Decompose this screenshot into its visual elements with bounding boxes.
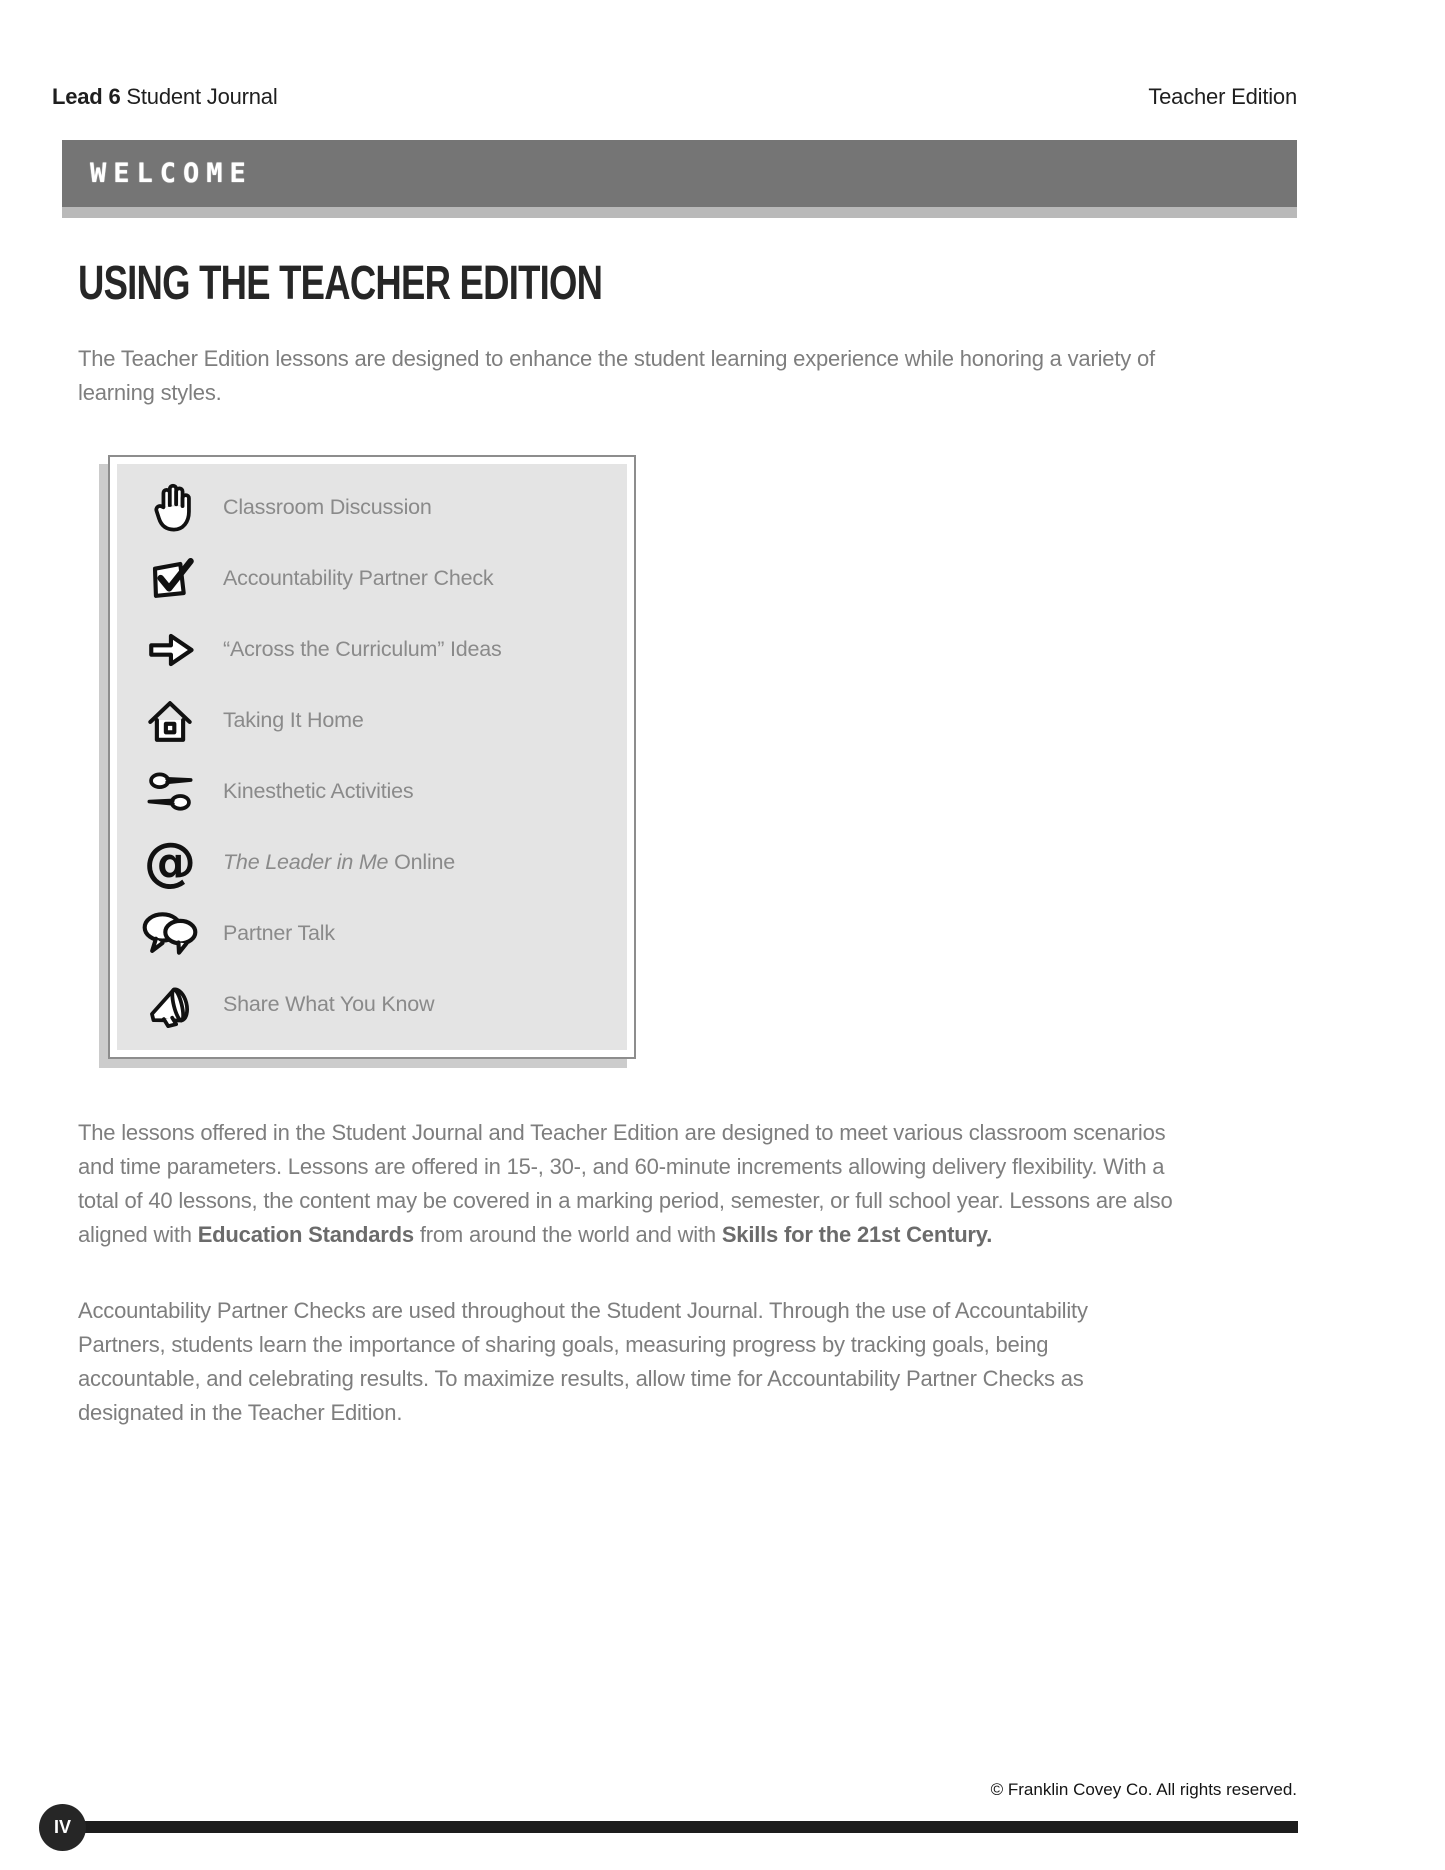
text-segment: “Across the Curriculum” Ideas [223, 637, 502, 661]
legend-icon-cell [117, 762, 223, 822]
speech-bubbles-icon [140, 904, 200, 964]
legend-label [223, 992, 434, 1017]
text-segment: Share What You Know [223, 992, 435, 1016]
journal-title-bold: Lead 6 [52, 84, 121, 109]
legend-row [117, 685, 627, 756]
journal-title-rest: Student Journal [120, 84, 278, 109]
text-segment: Skills for the 21st Century. [721, 1222, 993, 1247]
signing-hands-icon [140, 762, 200, 822]
text-segment: The lessons offered in the Student Journal and Teacher Edition are designed to meet various classroom scenarios and time parameters. Lessons are offered in 15-, 30-, and 60-minute increments allowing delivery flexibility. With a total of 40 lessons, the content may be covered in a marking period, semester, or full school year. Lessons are also aligned with [78, 1120, 1173, 1247]
legend-row [117, 472, 627, 543]
legend-row [117, 756, 627, 827]
legend-icon-cell [117, 904, 223, 964]
legend-row [117, 827, 627, 898]
copyright-text: © Franklin Covey Co. All rights reserved. [990, 1780, 1297, 1799]
checkbox-check-icon [140, 549, 200, 609]
text-segment: Online [388, 850, 456, 874]
text-segment: Kinesthetic Activities [223, 779, 414, 803]
megaphone-icon [140, 975, 200, 1035]
text-segment: Classroom Discussion [223, 495, 432, 519]
section-title: USING THE TEACHER EDITION [78, 257, 603, 310]
body-paragraph-2 [78, 1294, 1126, 1430]
legend-row [117, 543, 627, 614]
page-header [52, 84, 1297, 110]
at-sign-icon [140, 833, 200, 893]
text-segment: Accountability Partner Checks are used throughout the Student Journal. Through the use of Accountability Partners, students learn the importance of sharing goals, measuring progress by tracking goals, being accountable, and celebrating results. To maximize results, allow time for Accountability Partner Checks as designated in the Teacher Edition. [78, 1298, 1088, 1425]
legend-icon-cell [117, 549, 223, 609]
legend-label [223, 779, 413, 804]
legend-row [117, 614, 627, 685]
body-paragraph-1 [78, 1116, 1196, 1252]
block-arrow-right-icon [140, 620, 200, 680]
legend-icon-cell [117, 975, 223, 1035]
legend-box [108, 455, 636, 1059]
raised-hand-icon [140, 478, 200, 538]
legend-row [117, 898, 627, 969]
text-segment: Taking It Home [223, 708, 364, 732]
legend-label [223, 921, 335, 946]
journal-title [52, 84, 278, 110]
page-number-badge [39, 1804, 86, 1851]
svg-text:@: @ [143, 831, 197, 893]
text-segment: The Leader in Me [223, 850, 389, 874]
welcome-banner [62, 140, 1297, 207]
legend-icon-cell [117, 691, 223, 751]
legend-icon-cell [117, 620, 223, 680]
page-number: IV [53, 1817, 71, 1837]
text-segment: Education Standards [197, 1222, 414, 1247]
legend-label [223, 637, 502, 662]
intro-paragraph: The Teacher Edition lessons are designed to enhance the student learning experience while honoring a variety of learning styles. [78, 346, 1155, 405]
legend-label [223, 495, 432, 520]
legend-label [223, 850, 455, 875]
legend-icon-cell [117, 478, 223, 538]
legend-list [117, 464, 627, 1050]
legend-icon-cell [117, 833, 223, 893]
house-icon [140, 691, 200, 751]
edition-label: Teacher Edition [1148, 84, 1297, 109]
legend-label [223, 566, 493, 591]
legend-row [117, 969, 627, 1040]
footer-bar [63, 1821, 1298, 1833]
banner-strip [62, 207, 1297, 218]
text-segment: from around the world and with [413, 1222, 722, 1247]
text-segment: Accountability Partner Check [223, 566, 494, 590]
text-segment: Partner Talk [223, 921, 335, 945]
banner-label: WELCOME [90, 158, 253, 189]
legend-label [223, 708, 364, 733]
